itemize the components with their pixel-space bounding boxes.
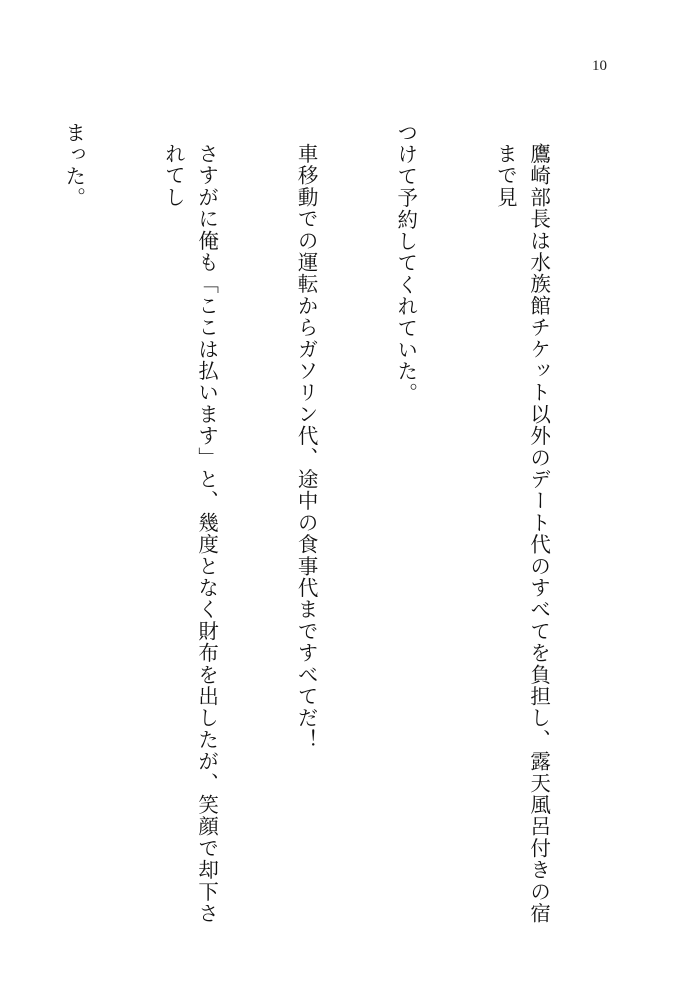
- page-number: 10: [592, 58, 607, 74]
- text-line: 車移動での運転からガソリン代、途中の食事代まですべてだ！: [294, 142, 319, 751]
- text-line: まった。: [61, 122, 86, 209]
- text-line: つけて予約してくれていた。: [393, 122, 418, 405]
- vertical-text-body: [61, 122, 621, 942]
- text-line: さすがに俺も「ここは払います」と、幾度となく財布を出したが、笑顔で却下されてし: [161, 142, 219, 924]
- text-line: 鷹崎部長は水族館チケット以外のデート代のすべてを負担し、露天風呂付きの宿まで見: [493, 142, 551, 924]
